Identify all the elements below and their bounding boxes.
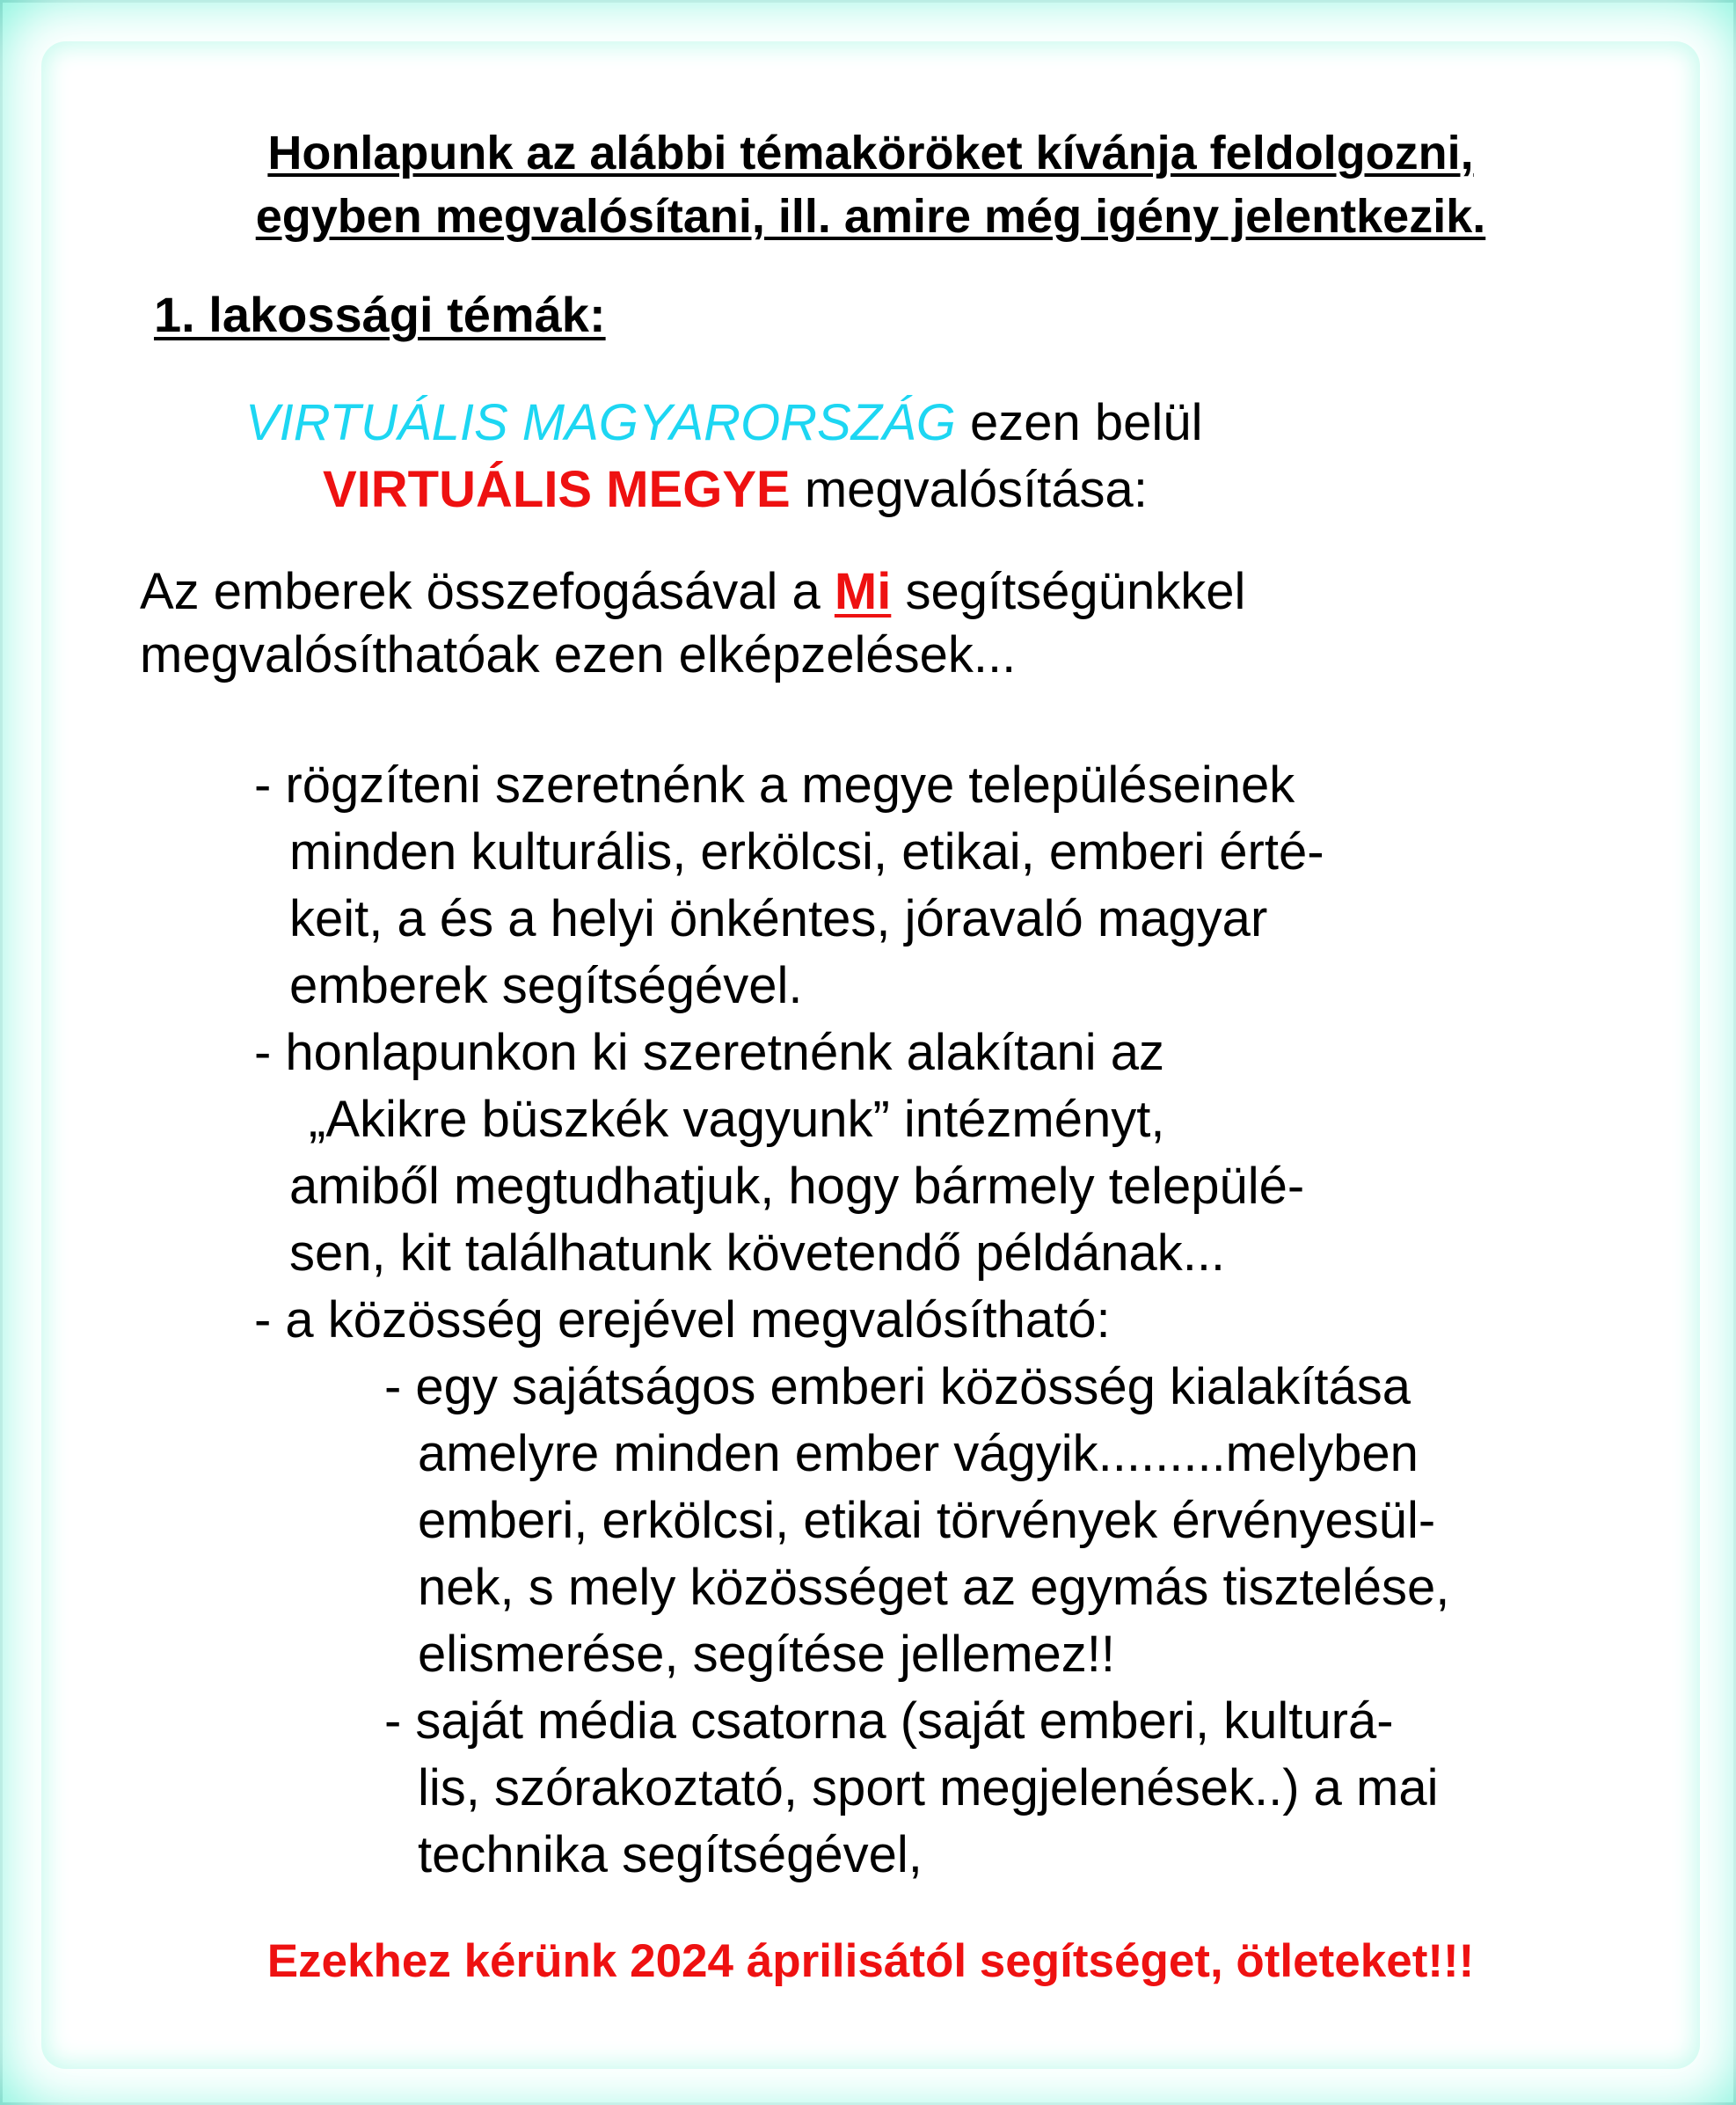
sub-bullet-1-line-1: - egy sajátságos emberi közösség kialakítása: [384, 1358, 1411, 1415]
header-line-1: Honlapunk az alábbi témaköröket kívánja feldolgozni,: [267, 127, 1474, 179]
virtual-country-text: VIRTUÁLIS MAGYARORSZÁG: [245, 394, 956, 451]
sub-bullet-1-line-2: amelyre minden ember vágyik.........melyben: [418, 1425, 1419, 1482]
bullet-1-line-4: emberek segítségével.: [289, 957, 803, 1014]
header-line-2: egyben megvalósítani, ill. amire még igény jelentkezik.: [255, 190, 1486, 243]
bullet-2-line-3: amiből megtudhatjuk, hogy bármely települé-: [289, 1158, 1305, 1215]
virtual-county-text: VIRTUÁLIS MEGYE: [323, 461, 791, 518]
sub-bullet-2-line-1: - saját média csatorna (saját emberi, kulturá-: [384, 1692, 1394, 1750]
sub-bullet-1-line-5: elismerése, segítése jellemez!!: [418, 1626, 1115, 1683]
bullet-1-line-1: - rögzíteni szeretnénk a megye településeinek: [254, 756, 1295, 814]
within-text: ezen belül: [970, 394, 1203, 451]
mi-highlight: Mi: [834, 563, 892, 620]
bullet-2-line-2: „Akikre büszkék vagyunk” intézményt,: [309, 1091, 1165, 1148]
sub-bullet-1-line-3: emberi, erkölcsi, etikai törvények érvényesül-: [418, 1492, 1436, 1549]
project-line-2: [323, 460, 1148, 519]
bullet-3-line-1: - a közösség erejével megvalósítható:: [254, 1291, 1111, 1349]
bullet-1-line-3: keit, a és a helyi önkéntes, jóravaló magyar: [289, 890, 1268, 947]
intro-line-1: [140, 562, 1245, 621]
realization-text: megvalósítása:: [804, 461, 1148, 518]
sub-bullet-1-line-4: nek, s mely közösséget az egymás tisztelése,: [418, 1559, 1450, 1616]
bullet-2-line-4: sen, kit találhatunk követendő példának...: [289, 1224, 1226, 1282]
intro-line-2: megvalósíthatóak ezen elképzelések...: [140, 626, 1017, 683]
intro-part-2: segítségünkkel: [905, 563, 1246, 620]
sub-bullet-2-line-3: technika segítségével,: [418, 1826, 923, 1883]
bullet-2-line-1: - honlapunkon ki szeretnénk alakítani az: [254, 1024, 1164, 1081]
section-title: 1. lakossági témák:: [154, 287, 606, 342]
intro-part-1: Az emberek összefogásával a: [140, 563, 821, 620]
bullet-1-line-2: minden kulturális, erkölcsi, etikai, emberi érté-: [289, 823, 1324, 881]
sub-bullet-2-line-2: lis, szórakoztató, sport megjelenések..) a mai: [418, 1759, 1439, 1816]
footer-call-to-action: Ezekhez kérünk 2024 áprilisától segítséget, ötleteket!!!: [266, 1935, 1475, 1987]
project-line-1: [245, 393, 1202, 452]
